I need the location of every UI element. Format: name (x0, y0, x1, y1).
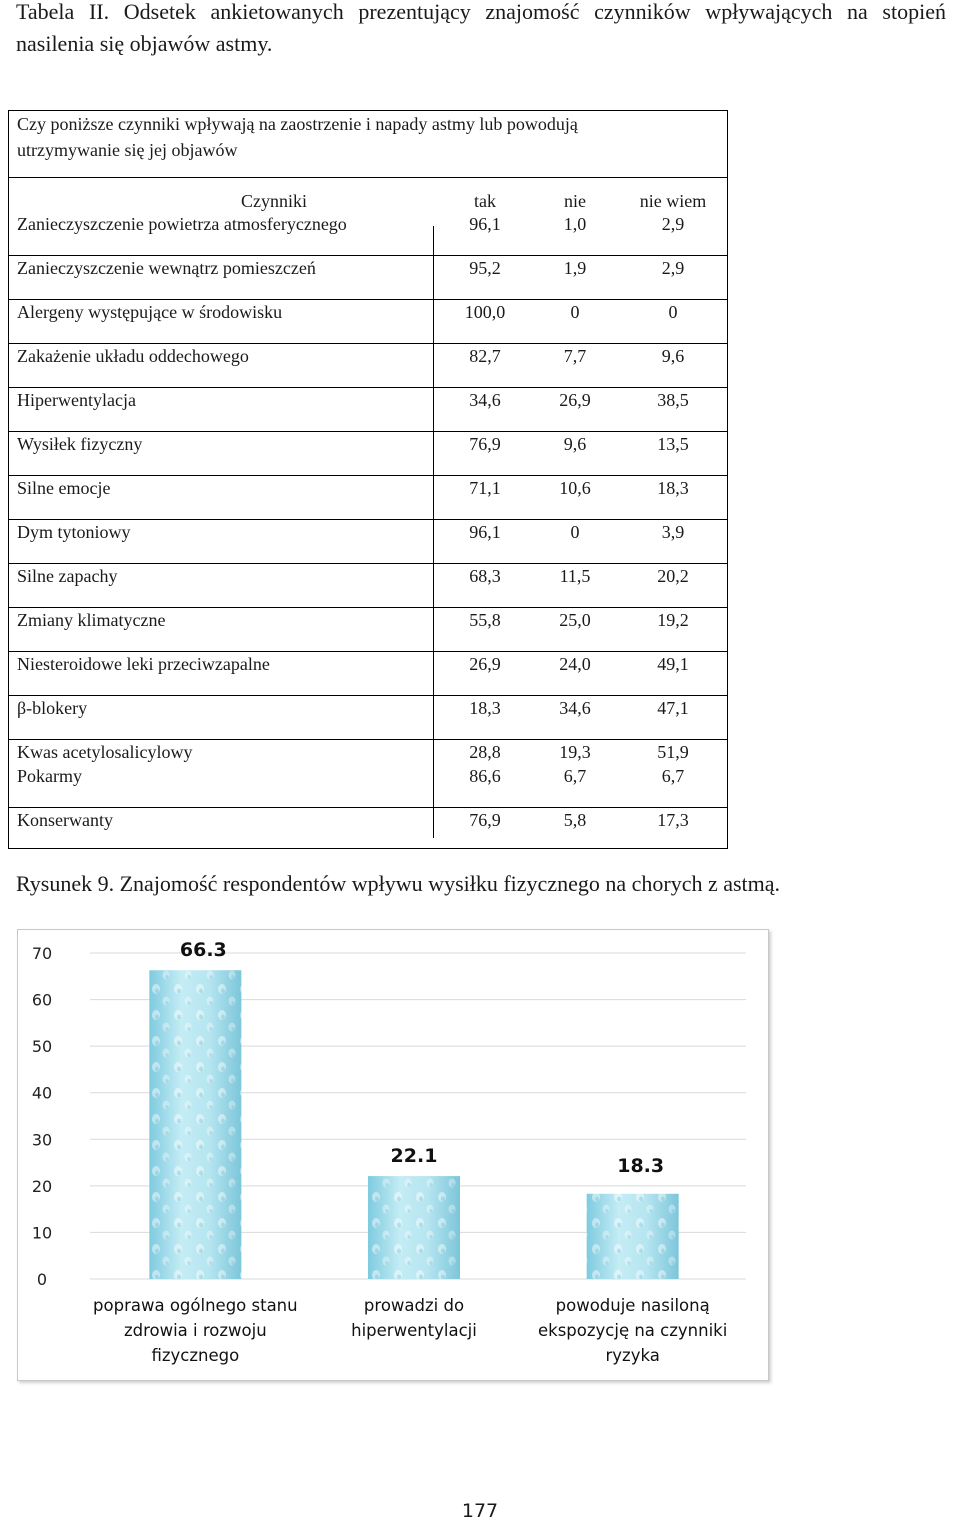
table-row (9, 564, 727, 608)
row-nie-wiem: 38,5 (657, 390, 689, 410)
table-row (9, 432, 727, 476)
category-label: hiperwentylacji (351, 1321, 477, 1340)
row-tak: 68,3 (469, 566, 501, 586)
table-row (9, 652, 727, 696)
bar-chart (17, 929, 769, 1381)
table-row (9, 740, 727, 764)
row-tak: 28,8 (469, 742, 501, 762)
row-factor: Silne emocje (17, 478, 111, 498)
row-nie: 10,6 (559, 478, 591, 498)
row-nie-wiem: 17,3 (657, 810, 689, 830)
category-label: ekspozycję na czynniki (538, 1321, 728, 1340)
row-tak: 96,1 (469, 522, 501, 542)
figure-caption: Rysunek 9. Znajomość respondentów wpływu wysiłku fizycznego na chorych z astmą. (16, 871, 781, 896)
row-tak: 34,6 (469, 390, 501, 410)
row-tak: 18,3 (469, 698, 501, 718)
row-nie: 11,5 (559, 566, 591, 586)
table-row (9, 344, 727, 388)
row-tak: 96,1 (469, 214, 501, 234)
table-row (9, 520, 727, 564)
question-line-2: utrzymywanie się jej objawów (17, 140, 238, 160)
category-label: powoduje nasiloną (555, 1296, 710, 1315)
row-nie-wiem: 2,9 (661, 214, 685, 234)
row-nie-wiem: 20,2 (657, 566, 689, 586)
category-label: ryzyka (605, 1346, 660, 1365)
row-nie-wiem: 3,9 (661, 522, 685, 542)
row-nie: 1,9 (563, 258, 587, 278)
row-factor: Alergeny występujące w środowisku (17, 302, 283, 322)
row-factor: β-blokery (17, 698, 88, 718)
row-nie: 25,0 (559, 610, 591, 630)
row-tak: 86,6 (469, 766, 501, 786)
category-label: fizycznego (151, 1346, 240, 1365)
row-tak: 100,0 (464, 302, 506, 322)
row-nie: 9,6 (563, 434, 587, 454)
y-tick-label: 10 (31, 1223, 53, 1243)
table-row (9, 608, 727, 652)
data-label: 18.3 (617, 1154, 665, 1177)
row-tak: 82,7 (469, 346, 501, 366)
row-factor: Zanieczyszczenie powietrza atmosferycznego (17, 214, 347, 234)
row-factor: Pokarmy (17, 766, 82, 786)
row-nie: 24,0 (559, 654, 591, 674)
table-row (9, 256, 727, 300)
row-nie: 0 (570, 522, 580, 542)
table-row (9, 388, 727, 432)
row-nie: 0 (570, 302, 580, 322)
row-factor: Kwas acetylosalicylowy (17, 742, 193, 762)
row-factor: Silne zapachy (17, 566, 118, 586)
row-nie-wiem: 19,2 (657, 610, 689, 630)
row-nie: 26,9 (559, 390, 591, 410)
row-tak: 71,1 (469, 478, 501, 498)
question-line-1: Czy poniższe czynniki wpływają na zaostrzenie i napady astmy lub powodują (17, 114, 578, 134)
row-factor: Zanieczyszczenie wewnątrz pomieszczeń (17, 258, 316, 278)
row-factor: Konserwanty (17, 810, 113, 830)
column-header-row (9, 178, 727, 212)
column-header-nie: nie (564, 191, 586, 211)
table-row (9, 212, 727, 256)
table-row (9, 808, 727, 848)
row-nie-wiem: 13,5 (657, 434, 689, 454)
bar-chart-svg (18, 930, 768, 1380)
column-header-tak: tak (474, 191, 496, 211)
row-factor: Wysiłek fizyczny (17, 434, 143, 454)
column-header-nie-wiem: nie wiem (639, 191, 707, 211)
row-nie: 5,8 (563, 810, 587, 830)
row-tak: 76,9 (469, 434, 501, 454)
row-factor: Zmiany klimatyczne (17, 610, 166, 630)
table-vertical-divider (433, 226, 434, 838)
row-nie-wiem: 0 (668, 302, 678, 322)
row-nie-wiem: 49,1 (657, 654, 689, 674)
bar-texture (368, 1176, 460, 1279)
column-header-factor: Czynniki (241, 191, 307, 211)
survey-table (8, 110, 728, 849)
row-nie: 6,7 (563, 766, 587, 786)
table-row (9, 476, 727, 520)
data-label: 22.1 (390, 1145, 438, 1168)
row-nie-wiem: 2,9 (661, 258, 685, 278)
y-tick-label: 50 (31, 1037, 53, 1057)
category-label: poprawa ogólnego stanu (93, 1296, 298, 1315)
table-row (9, 696, 727, 740)
table-body (9, 212, 727, 848)
row-nie-wiem: 9,6 (661, 346, 685, 366)
data-label: 66.3 (179, 939, 227, 962)
y-tick-label: 60 (31, 990, 53, 1010)
row-tak: 55,8 (469, 610, 501, 630)
bar-texture (587, 1194, 679, 1279)
row-factor: Dym tytoniowy (17, 522, 131, 542)
table-caption: Tabela II. Odsetek ankietowanych prezentujący znajomość czynników wpływających na stopień nasilenia się objawów astmy. (16, 0, 946, 56)
y-tick-label: 30 (31, 1130, 53, 1150)
y-tick-label: 70 (31, 944, 53, 963)
table-row (9, 300, 727, 344)
y-tick-label: 40 (31, 1083, 53, 1103)
row-nie: 19,3 (559, 742, 591, 762)
table-row (9, 764, 727, 808)
y-tick-label: 20 (31, 1176, 53, 1196)
row-factor: Niesteroidowe leki przeciwzapalne (17, 654, 270, 674)
row-nie: 34,6 (559, 698, 591, 718)
category-label: zdrowia i rozwoju (123, 1321, 267, 1340)
row-nie: 7,7 (563, 346, 587, 366)
row-factor: Hiperwentylacja (17, 390, 136, 410)
row-tak: 95,2 (469, 258, 501, 278)
row-nie-wiem: 51,9 (657, 742, 689, 762)
page-number: 177 (461, 1500, 499, 1522)
row-nie-wiem: 6,7 (661, 766, 685, 786)
row-nie-wiem: 47,1 (657, 698, 689, 718)
category-label: prowadzi do (363, 1296, 465, 1315)
row-nie-wiem: 18,3 (657, 478, 689, 498)
row-tak: 76,9 (469, 810, 501, 830)
row-tak: 26,9 (469, 654, 501, 674)
y-tick-label: 0 (36, 1270, 48, 1289)
row-factor: Zakażenie układu oddechowego (17, 346, 249, 366)
row-nie: 1,0 (563, 214, 587, 234)
bar-texture (149, 970, 241, 1279)
question-header (9, 111, 727, 178)
